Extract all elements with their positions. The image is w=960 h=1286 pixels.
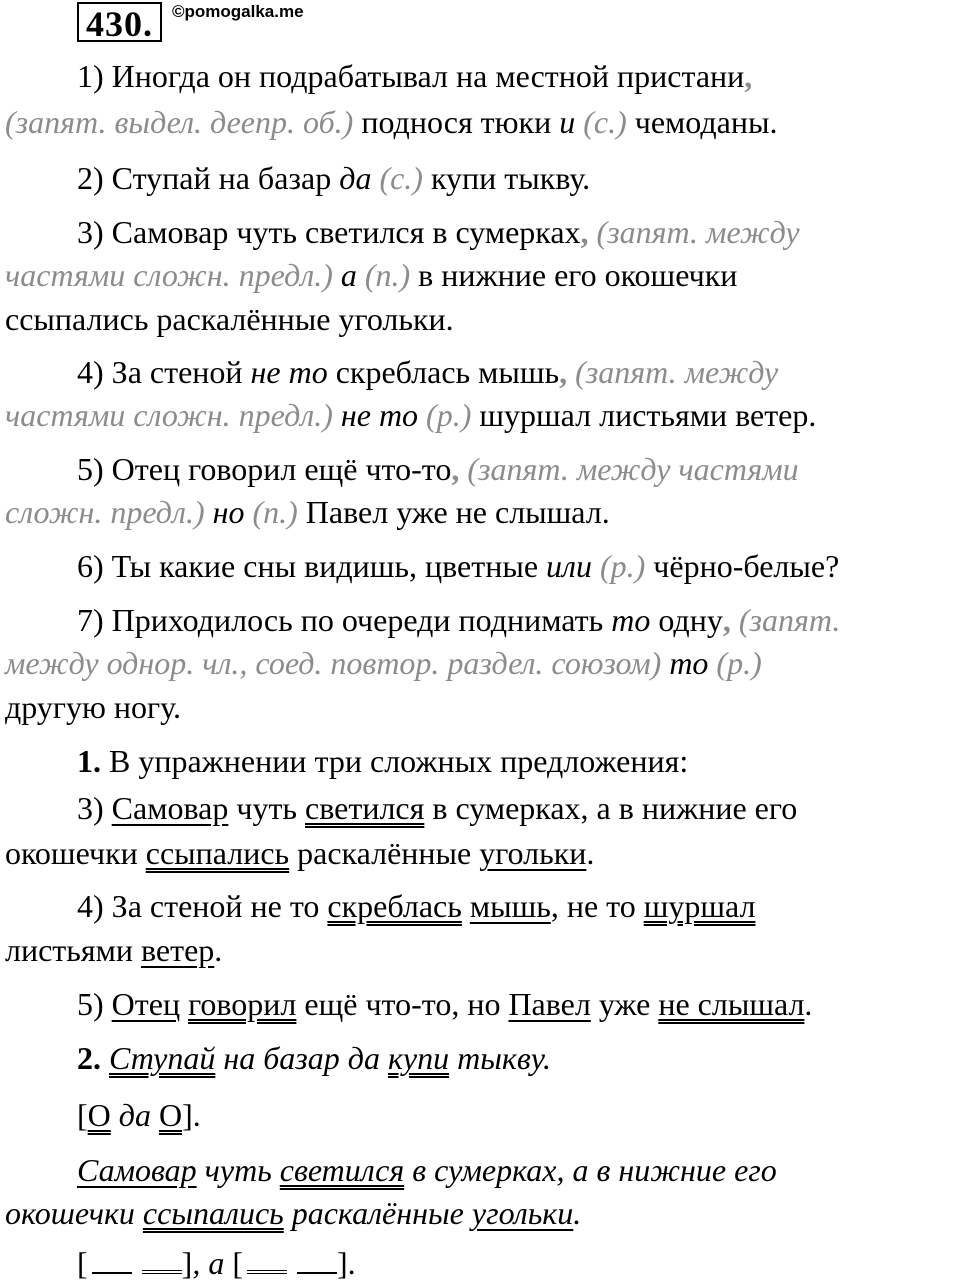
predicate-underline: купи xyxy=(387,1040,450,1076)
text-fragment: . xyxy=(804,986,813,1022)
text-fragment: 4) За стеной xyxy=(77,354,251,390)
text-fragment: не то xyxy=(250,354,328,390)
text-fragment: сложн. предл.) xyxy=(5,494,205,530)
text-fragment: (запят. между частями xyxy=(467,451,799,487)
task-2-sentence-1 xyxy=(5,1037,960,1081)
text-fragment: , xyxy=(722,602,731,638)
text-fragment: то xyxy=(669,645,709,681)
text-fragment: ] xyxy=(181,1245,193,1281)
text-fragment: [ xyxy=(77,1245,88,1281)
task-2-sentence-2-line-2 xyxy=(5,1192,960,1236)
subject-underline: Павел xyxy=(508,986,591,1022)
text-fragment: , xyxy=(559,354,568,390)
text-fragment: то xyxy=(611,602,651,638)
text-fragment: а xyxy=(340,257,357,293)
text-fragment: 1. xyxy=(77,743,101,779)
text-fragment: (запят. xyxy=(738,602,841,638)
text-fragment: (запят. между xyxy=(575,354,779,390)
text-fragment: в нижние его окошечки xyxy=(410,257,738,293)
text-fragment: . xyxy=(347,1245,356,1281)
text-fragment: , xyxy=(451,451,460,487)
text-fragment: . xyxy=(214,932,223,968)
text-fragment: . xyxy=(573,1195,582,1231)
text-fragment: (запят. между xyxy=(596,214,800,250)
text-fragment: ] xyxy=(336,1245,348,1281)
text-fragment: листьями xyxy=(5,932,141,968)
sentence-7-line-3 xyxy=(5,686,960,730)
text-fragment: (с.) xyxy=(583,104,627,140)
task-1-sentence-3-line-1 xyxy=(5,787,960,831)
sentence-1-line-2 xyxy=(5,101,960,145)
text-fragment: , а xyxy=(192,1245,233,1281)
task-2-scheme-1 xyxy=(5,1094,960,1138)
text-fragment: частями сложн. предл.) xyxy=(5,257,333,293)
subject-underline: угольки xyxy=(479,835,587,871)
task-1-sentence-5 xyxy=(5,983,960,1027)
sentence-5-line-2 xyxy=(5,491,960,535)
scheme-subject-line xyxy=(92,1250,132,1274)
sentence-2 xyxy=(5,157,960,201)
scheme-predicate-line xyxy=(247,1250,287,1274)
text-fragment: 1) Иногда он подрабатывал на местной пристани xyxy=(77,58,745,94)
text-fragment: раскалённые xyxy=(283,1195,472,1231)
sentence-5-line-1 xyxy=(5,448,960,492)
text-fragment: частями сложн. предл.) xyxy=(5,397,333,433)
text-fragment: окошечки xyxy=(5,1195,143,1231)
text-fragment: но xyxy=(212,494,245,530)
text-fragment: поднося тюки xyxy=(353,104,560,140)
text-fragment: 4) За стеной не то xyxy=(77,888,328,924)
text-fragment: , xyxy=(744,58,753,94)
text-fragment: другую ногу. xyxy=(5,689,181,725)
text-fragment: да xyxy=(339,160,372,196)
text-fragment: уже xyxy=(590,986,659,1022)
text-fragment: В упражнении три сложных предложения: xyxy=(101,743,689,779)
text-fragment: (р.) xyxy=(426,397,472,433)
subject-underline: Самовар xyxy=(111,790,229,826)
watermark: ©pomogalka.me xyxy=(172,2,304,21)
text-fragment: в сумерках, а в нижние его xyxy=(424,790,798,826)
text-fragment: , не то xyxy=(550,888,644,924)
text-fragment: 2. xyxy=(77,1040,101,1076)
text-fragment: шуршал листьями ветер. xyxy=(471,397,817,433)
text-fragment: раскалённые xyxy=(289,835,480,871)
text-fragment: 7) Приходилось по очереди поднимать xyxy=(77,602,612,638)
sentence-4-line-2 xyxy=(5,394,960,438)
sentence-3-line-3 xyxy=(5,298,960,342)
text-fragment: чемоданы. xyxy=(626,104,778,140)
text-fragment: (р.) xyxy=(599,548,646,584)
text-fragment: (запят. выдел. деепр. об.) xyxy=(5,104,354,140)
text-fragment: да xyxy=(110,1097,159,1133)
sentence-1-line-1 xyxy=(5,55,960,99)
text-fragment: чуть xyxy=(228,790,306,826)
text-fragment: [ xyxy=(77,1097,88,1133)
text-fragment: чёрно-белые? xyxy=(645,548,840,584)
text-fragment: 5) Отец говорил ещё что-то xyxy=(77,451,452,487)
text-fragment: купи тыкву. xyxy=(422,160,591,196)
predicate-underline: Ступай xyxy=(109,1040,216,1076)
text-fragment: 3) Самовар чуть светился в сумерках xyxy=(77,214,581,250)
text-fragment: тыкву. xyxy=(449,1040,551,1076)
predicate-underline: говорил xyxy=(188,986,297,1022)
task-2-scheme-2 xyxy=(5,1242,960,1286)
text-fragment: ]. xyxy=(182,1097,201,1133)
text-fragment: скреблась мышь xyxy=(327,354,560,390)
predicate-underline: шуршал xyxy=(643,888,756,924)
text-fragment: (с.) xyxy=(379,160,423,196)
text-fragment: одну xyxy=(650,602,723,638)
text-fragment: ссыпались раскалённые угольки. xyxy=(5,301,454,337)
predicate-underline: светился xyxy=(279,1152,405,1188)
text-fragment: на базар да xyxy=(215,1040,388,1076)
scheme-predicate-line xyxy=(142,1250,182,1274)
sentence-7-line-2 xyxy=(5,642,960,686)
text-fragment: [ xyxy=(232,1245,243,1281)
text-fragment: или xyxy=(546,548,592,584)
text-fragment: Павел уже не слышал. xyxy=(297,494,610,530)
text-fragment: чуть xyxy=(196,1152,280,1188)
sentence-7-line-1 xyxy=(5,599,960,643)
subject-underline: ветер xyxy=(140,932,215,968)
text-fragment: 2) Ступай на базар xyxy=(77,160,340,196)
text-fragment: , xyxy=(580,214,589,250)
sentence-6 xyxy=(5,545,960,589)
text-fragment: (р.) xyxy=(716,645,762,681)
text-fragment xyxy=(180,986,188,1022)
subject-underline: Отец xyxy=(111,986,181,1022)
text-fragment: между однор. чл., соед. повтор. раздел. союзом) xyxy=(5,645,662,681)
text-fragment: 3) xyxy=(77,790,112,826)
text-fragment: 5) xyxy=(77,986,112,1022)
text-fragment: ещё что-то, но xyxy=(296,986,509,1022)
task-1-sentence-4-line-2 xyxy=(5,929,960,973)
task-1-sentence-3-line-2 xyxy=(5,832,960,876)
predicate-underline: ссыпались xyxy=(145,835,290,871)
predicate-underline: светился xyxy=(305,790,425,826)
predicate-underline: ссыпались xyxy=(142,1195,284,1231)
predicate-underline: скреблась xyxy=(327,888,462,924)
task-2-sentence-2-line-1 xyxy=(5,1149,960,1193)
task-1-heading xyxy=(5,740,960,784)
text-fragment: (п.) xyxy=(252,494,298,530)
sentence-3-line-2 xyxy=(5,254,960,298)
predicate-underline: не слышал xyxy=(658,986,805,1022)
scheme-subject-line xyxy=(297,1250,337,1274)
scheme-predicate: О xyxy=(158,1097,183,1133)
text-fragment: 6) Ты какие сны видишь, цветные xyxy=(77,548,547,584)
subject-underline: Самовар xyxy=(77,1152,197,1188)
scheme-predicate: О xyxy=(87,1097,111,1133)
text-fragment: . xyxy=(586,835,595,871)
subject-underline: угольки xyxy=(471,1195,574,1231)
task-1-sentence-4-line-1 xyxy=(5,885,960,929)
text-fragment: не то xyxy=(340,397,419,433)
text-fragment: в сумерках, а в нижние его xyxy=(404,1152,777,1188)
text-fragment: и xyxy=(559,104,576,140)
exercise-number: 430. xyxy=(77,2,162,42)
sentence-4-line-1 xyxy=(5,351,960,395)
text-fragment xyxy=(462,888,470,924)
text-fragment: окошечки xyxy=(5,835,146,871)
sentence-3-line-1 xyxy=(5,211,960,255)
text-fragment: (п.) xyxy=(364,257,411,293)
subject-underline: мышь xyxy=(469,888,551,924)
